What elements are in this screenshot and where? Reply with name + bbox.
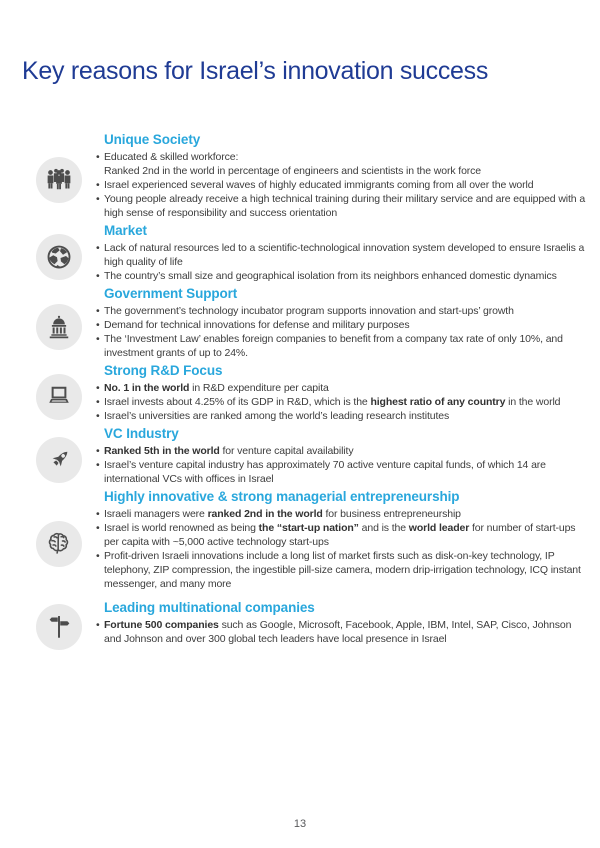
section-heading: Highly innovative & strong managerial entrepreneurship bbox=[104, 489, 460, 504]
section-icon-column bbox=[0, 132, 96, 220]
bold-text: ranked 2nd in the world bbox=[207, 508, 323, 520]
people-group-icon bbox=[36, 157, 82, 203]
bullet-list bbox=[96, 241, 588, 283]
bullet-item: • Israel’s venture capital industry has approximately 70 active venture capital funds, of which 14 are international VCs with offices in Israel bbox=[96, 458, 588, 486]
bold-text: Ranked 5th in the world bbox=[104, 445, 220, 457]
section-heading: Government Support bbox=[104, 286, 238, 301]
bullet-item: • Israel invests about 4.25% of its GDP in R&D, which is the highest ratio of any country in the world bbox=[96, 395, 588, 409]
bold-text: the “start-up nation” bbox=[258, 522, 359, 534]
section-icon-column bbox=[0, 223, 96, 283]
laptop-icon bbox=[36, 374, 82, 420]
bullet-list bbox=[96, 507, 588, 591]
section bbox=[0, 286, 600, 360]
bold-text: Fortune 500 companies bbox=[104, 619, 219, 631]
page-title: Key reasons for Israel’s innovation success bbox=[22, 57, 489, 85]
page-number: 13 bbox=[293, 818, 307, 830]
bullet-item: • Lack of natural resources led to a scientific-technological innovation system developed to ensure Israelis a high quality of life bbox=[96, 241, 588, 269]
section-heading: VC Industry bbox=[104, 426, 179, 441]
section-icon-column bbox=[0, 363, 96, 423]
government-building-icon bbox=[36, 304, 82, 350]
section-content bbox=[96, 286, 588, 360]
section-content bbox=[96, 363, 588, 423]
bullet-item: • The government’s technology incubator program supports innovation and start-ups’ growth bbox=[96, 304, 588, 318]
bold-text: world leader bbox=[408, 522, 470, 534]
section bbox=[0, 600, 600, 646]
bold-text: highest ratio of any country bbox=[370, 396, 506, 408]
section-content bbox=[96, 600, 588, 646]
signpost-icon bbox=[36, 604, 82, 650]
section-icon-column bbox=[0, 489, 96, 591]
sections bbox=[0, 132, 600, 649]
section bbox=[0, 363, 600, 423]
bullet-item: • The country’s small size and geographical isolation from its neighbors enhanced domestic dynamics bbox=[96, 269, 588, 283]
section-icon-column bbox=[0, 600, 96, 646]
bullet-item: • The ‘Investment Law’ enables foreign companies to benefit from a company tax rate of only 10%, and investment grants of up to 24%. bbox=[96, 332, 588, 360]
brain-icon bbox=[36, 521, 82, 567]
section bbox=[0, 426, 600, 486]
section bbox=[0, 223, 600, 283]
bullet-item: • Israeli managers were ranked 2nd in the world for business entrepreneurship bbox=[96, 507, 588, 521]
bullet-list bbox=[96, 150, 588, 220]
section-content bbox=[96, 426, 588, 486]
bullet-item: • Israel experienced several waves of highly educated immigrants coming from all over the world bbox=[96, 178, 588, 192]
section-heading: Unique Society bbox=[104, 132, 201, 147]
rocket-icon bbox=[36, 437, 82, 483]
bullet-item: • Ranked 5th in the world for venture capital availability bbox=[96, 444, 588, 458]
section-content bbox=[96, 489, 588, 591]
bullet-item: • Fortune 500 companies such as Google, Microsoft, Facebook, Apple, IBM, Intel, SAP, Cisco, Johnson and Johnson and over 300 global tech leaders have local presence in Israel bbox=[96, 618, 588, 646]
bullet-item: • No. 1 in the world in R&D expenditure per capita bbox=[96, 381, 588, 395]
bullet-list bbox=[96, 304, 588, 360]
bullet-item: • Profit-driven Israeli innovations include a long list of market firsts such as disk-on-key technology, IP telephony, ZIP compression, the ingestible pill-size camera, modern drip-irrigation technology, ICQ instant messenger, and many more bbox=[96, 549, 588, 591]
bullet-item: • Educated & skilled workforce: Ranked 2nd in the world in percentage of engineers and scientists in the work force bbox=[96, 150, 588, 178]
bold-text: No. 1 in the world bbox=[104, 382, 190, 394]
section bbox=[0, 489, 600, 591]
globe-icon bbox=[36, 234, 82, 280]
section-content bbox=[96, 132, 588, 220]
section-icon-column bbox=[0, 286, 96, 360]
bullet-item: • Young people already receive a high technical training during their military service and are equipped with a high sense of responsibility and success orientation bbox=[96, 192, 588, 220]
section-icon-column bbox=[0, 426, 96, 486]
bullet-list bbox=[96, 618, 588, 646]
bullet-item: • Israel is world renowned as being the “start-up nation” and is the world leader for number of start-ups per capita with ~5,000 active technology start-ups bbox=[96, 521, 588, 549]
section bbox=[0, 132, 600, 220]
bullet-item: • Demand for technical innovations for defense and military purposes bbox=[96, 318, 588, 332]
section-heading: Market bbox=[104, 223, 147, 238]
bullet-list bbox=[96, 381, 588, 423]
section-heading: Strong R&D Focus bbox=[104, 363, 223, 378]
section-heading: Leading multinational companies bbox=[104, 600, 315, 615]
bullet-item: • Israel’s universities are ranked among the world’s leading research institutes bbox=[96, 409, 588, 423]
section-content bbox=[96, 223, 588, 283]
bullet-list bbox=[96, 444, 588, 486]
